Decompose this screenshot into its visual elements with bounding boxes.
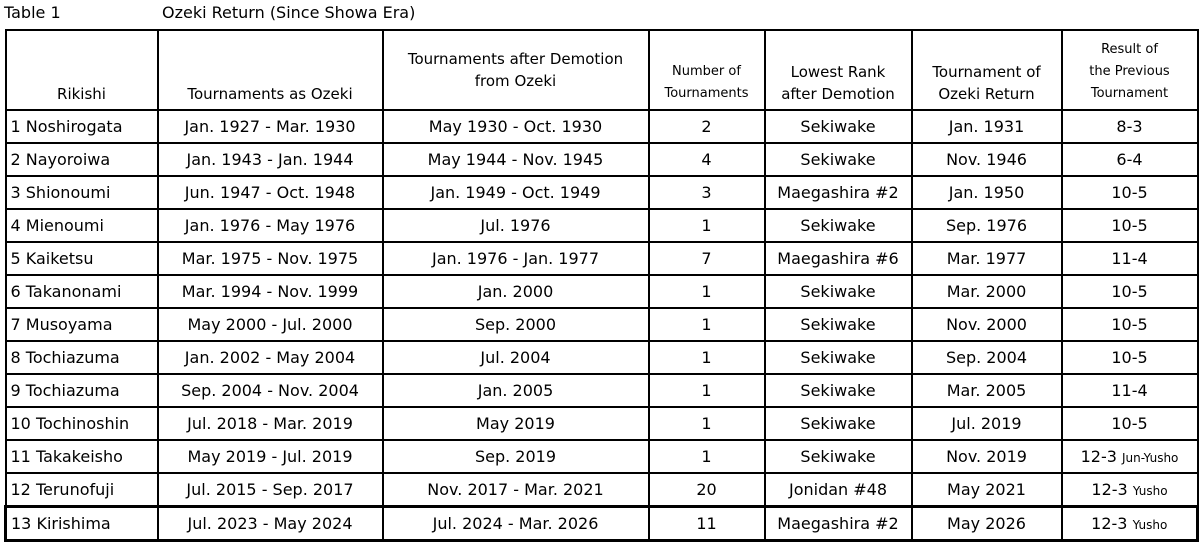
tournament-count-cell: 4 xyxy=(649,143,765,176)
header-rikishi: Rikishi xyxy=(6,30,158,110)
table-number: Table 1 xyxy=(4,3,61,22)
after-demotion-cell: Sep. 2000 xyxy=(383,308,649,341)
table-row xyxy=(6,473,1198,507)
ozeki-period-cell: Jan. 1927 - Mar. 1930 xyxy=(158,110,383,143)
rikishi-cell: 9 Tochiazuma xyxy=(6,374,158,407)
return-tournament-cell: Mar. 1977 xyxy=(912,242,1062,275)
previous-result-cell: 11-4 xyxy=(1062,374,1198,407)
table-row xyxy=(6,440,1198,473)
return-tournament-cell: Nov. 2000 xyxy=(912,308,1062,341)
lowest-rank-cell: Sekiwake xyxy=(765,374,912,407)
return-tournament-cell: Jul. 2019 xyxy=(912,407,1062,440)
after-demotion-cell: Jan. 2000 xyxy=(383,275,649,308)
rikishi-cell: 3 Shionoumi xyxy=(6,176,158,209)
table-row xyxy=(6,308,1198,341)
after-demotion-cell: Jul. 2004 xyxy=(383,341,649,374)
table-row xyxy=(6,209,1198,242)
header-number-of-tournaments: Number of Tournaments xyxy=(649,30,765,110)
return-tournament-cell: Nov. 1946 xyxy=(912,143,1062,176)
table-body xyxy=(6,110,1198,541)
after-demotion-cell: May 1930 - Oct. 1930 xyxy=(383,110,649,143)
tournament-count-cell: 7 xyxy=(649,242,765,275)
rikishi-cell: 12 Terunofuji xyxy=(6,473,158,507)
lowest-rank-cell: Sekiwake xyxy=(765,110,912,143)
return-tournament-cell: Sep. 1976 xyxy=(912,209,1062,242)
lowest-rank-cell: Sekiwake xyxy=(765,341,912,374)
result-note: Yusho xyxy=(1132,518,1168,532)
header-after-demotion: Tournaments after Demotion from Ozeki xyxy=(383,30,649,110)
tournament-count-cell: 1 xyxy=(649,209,765,242)
table-row xyxy=(6,143,1198,176)
lowest-rank-cell: Sekiwake xyxy=(765,407,912,440)
rikishi-cell: 13 Kirishima xyxy=(6,507,158,541)
table-row xyxy=(6,374,1198,407)
after-demotion-cell: Sep. 2019 xyxy=(383,440,649,473)
header-row xyxy=(6,30,1198,110)
table-row xyxy=(6,341,1198,374)
return-tournament-cell: Jan. 1950 xyxy=(912,176,1062,209)
rikishi-cell: 11 Takakeisho xyxy=(6,440,158,473)
lowest-rank-cell: Sekiwake xyxy=(765,143,912,176)
tournament-count-cell: 1 xyxy=(649,407,765,440)
return-tournament-cell: May 2026 xyxy=(912,507,1062,541)
rikishi-cell: 6 Takanonami xyxy=(6,275,158,308)
lowest-rank-cell: Maegashira #6 xyxy=(765,242,912,275)
after-demotion-cell: May 2019 xyxy=(383,407,649,440)
previous-result-cell: 10-5 xyxy=(1062,308,1198,341)
previous-result-cell: 8-3 xyxy=(1062,110,1198,143)
ozeki-period-cell: Sep. 2004 - Nov. 2004 xyxy=(158,374,383,407)
ozeki-period-cell: May 2019 - Jul. 2019 xyxy=(158,440,383,473)
rikishi-cell: 4 Mienoumi xyxy=(6,209,158,242)
table-row xyxy=(6,407,1198,440)
lowest-rank-cell: Jonidan #48 xyxy=(765,473,912,507)
return-tournament-cell: Nov. 2019 xyxy=(912,440,1062,473)
tournament-count-cell: 1 xyxy=(649,374,765,407)
tournament-count-cell: 1 xyxy=(649,440,765,473)
after-demotion-cell: May 1944 - Nov. 1945 xyxy=(383,143,649,176)
ozeki-period-cell: Mar. 1994 - Nov. 1999 xyxy=(158,275,383,308)
table-row xyxy=(6,176,1198,209)
ozeki-period-cell: Jun. 1947 - Oct. 1948 xyxy=(158,176,383,209)
table-row xyxy=(6,110,1198,143)
rikishi-cell: 5 Kaiketsu xyxy=(6,242,158,275)
tournament-count-cell: 2 xyxy=(649,110,765,143)
table-row xyxy=(6,242,1198,275)
after-demotion-cell: Jul. 1976 xyxy=(383,209,649,242)
ozeki-period-cell: Mar. 1975 - Nov. 1975 xyxy=(158,242,383,275)
previous-result-cell: 12-3 Yusho xyxy=(1062,473,1198,507)
ozeki-period-cell: Jan. 1976 - May 1976 xyxy=(158,209,383,242)
ozeki-period-cell: Jul. 2023 - May 2024 xyxy=(158,507,383,541)
lowest-rank-cell: Maegashira #2 xyxy=(765,507,912,541)
tournament-count-cell: 20 xyxy=(649,473,765,507)
lowest-rank-cell: Sekiwake xyxy=(765,308,912,341)
after-demotion-cell: Jan. 2005 xyxy=(383,374,649,407)
tournament-count-cell: 1 xyxy=(649,308,765,341)
previous-result-cell: 10-5 xyxy=(1062,275,1198,308)
table-row xyxy=(6,275,1198,308)
previous-result-cell: 10-5 xyxy=(1062,176,1198,209)
header-ozeki-return: Tournament of Ozeki Return xyxy=(912,30,1062,110)
ozeki-period-cell: Jan. 2002 - May 2004 xyxy=(158,341,383,374)
return-tournament-cell: May 2021 xyxy=(912,473,1062,507)
rikishi-cell: 2 Nayoroiwa xyxy=(6,143,158,176)
previous-result-cell: 6-4 xyxy=(1062,143,1198,176)
ozeki-period-cell: Jul. 2018 - Mar. 2019 xyxy=(158,407,383,440)
after-demotion-cell: Jan. 1949 - Oct. 1949 xyxy=(383,176,649,209)
table-row xyxy=(6,507,1198,541)
previous-result-cell: 10-5 xyxy=(1062,209,1198,242)
lowest-rank-cell: Sekiwake xyxy=(765,275,912,308)
previous-result-cell: 11-4 xyxy=(1062,242,1198,275)
table-caption xyxy=(0,0,1200,28)
tournament-count-cell: 11 xyxy=(649,507,765,541)
return-tournament-cell: Sep. 2004 xyxy=(912,341,1062,374)
tournament-count-cell: 3 xyxy=(649,176,765,209)
lowest-rank-cell: Maegashira #2 xyxy=(765,176,912,209)
result-note: Jun-Yusho xyxy=(1121,451,1179,465)
previous-result-cell: 12-3 Jun-Yusho xyxy=(1062,440,1198,473)
table-title: Ozeki Return (Since Showa Era) xyxy=(162,3,416,22)
return-tournament-cell: Mar. 2005 xyxy=(912,374,1062,407)
lowest-rank-cell: Sekiwake xyxy=(765,209,912,242)
ozeki-return-table xyxy=(4,29,1199,542)
after-demotion-cell: Jan. 1976 - Jan. 1977 xyxy=(383,242,649,275)
lowest-rank-cell: Sekiwake xyxy=(765,440,912,473)
header-tournaments-as-ozeki: Tournaments as Ozeki xyxy=(158,30,383,110)
result-note: Yusho xyxy=(1132,484,1168,498)
rikishi-cell: 7 Musoyama xyxy=(6,308,158,341)
ozeki-period-cell: Jul. 2015 - Sep. 2017 xyxy=(158,473,383,507)
header-previous-result: Result of the Previous Tournament xyxy=(1062,30,1198,110)
header-lowest-rank: Lowest Rank after Demotion xyxy=(765,30,912,110)
tournament-count-cell: 1 xyxy=(649,341,765,374)
after-demotion-cell: Nov. 2017 - Mar. 2021 xyxy=(383,473,649,507)
rikishi-cell: 10 Tochinoshin xyxy=(6,407,158,440)
ozeki-period-cell: Jan. 1943 - Jan. 1944 xyxy=(158,143,383,176)
after-demotion-cell: Jul. 2024 - Mar. 2026 xyxy=(383,507,649,541)
rikishi-cell: 8 Tochiazuma xyxy=(6,341,158,374)
previous-result-cell: 10-5 xyxy=(1062,407,1198,440)
ozeki-period-cell: May 2000 - Jul. 2000 xyxy=(158,308,383,341)
return-tournament-cell: Jan. 1931 xyxy=(912,110,1062,143)
tournament-count-cell: 1 xyxy=(649,275,765,308)
rikishi-cell: 1 Noshirogata xyxy=(6,110,158,143)
previous-result-cell: 12-3 Yusho xyxy=(1062,507,1198,541)
previous-result-cell: 10-5 xyxy=(1062,341,1198,374)
return-tournament-cell: Mar. 2000 xyxy=(912,275,1062,308)
